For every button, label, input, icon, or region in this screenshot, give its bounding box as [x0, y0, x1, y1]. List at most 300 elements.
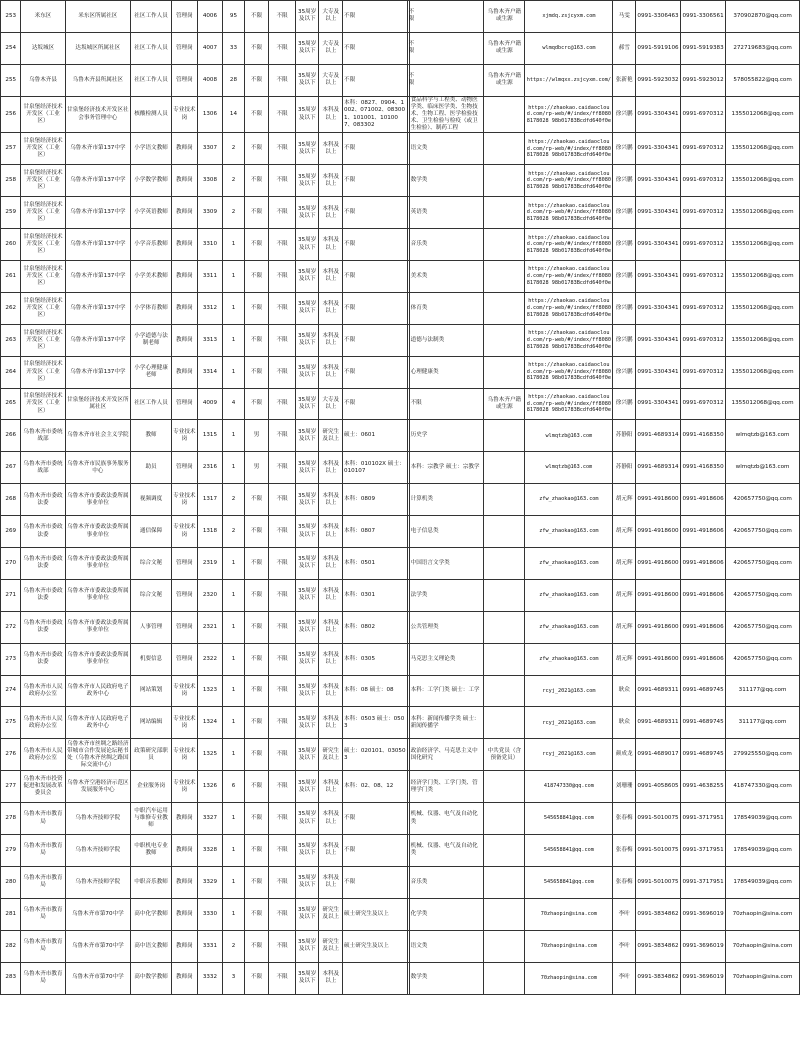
cell-registration-contact: 70zhaopin@sina.com: [525, 898, 613, 930]
cell-gender: 不限: [244, 771, 269, 803]
cell-gender: 不限: [244, 32, 269, 64]
cell-hiring-unit: 甘泉堡经济技术开发区所属社区: [65, 388, 131, 420]
cell-position-category: 专业技术岗: [172, 707, 198, 739]
cell-position-category: 教师岗: [172, 197, 198, 229]
cell-email: 578055822@qq.com: [726, 64, 800, 96]
cell-degree: 不限: [407, 1, 409, 33]
table-body: [1, 1, 800, 995]
cell-position-category: 教师岗: [172, 165, 198, 197]
cell-ethnicity: 不限: [269, 388, 296, 420]
cell-hiring-unit: 乌鲁木齐市第137中学: [65, 356, 131, 388]
cell-position-name: 核酸检测人员: [131, 96, 172, 133]
cell-fax: 0991-4689745: [681, 675, 726, 707]
cell-position-category: 教师岗: [172, 356, 198, 388]
cell-position-code: 3327: [197, 803, 223, 835]
cell-row-number: 262: [1, 292, 21, 324]
cell-ethnicity: 不限: [269, 452, 296, 484]
cell-other-conditions: 乌鲁木齐户籍或生源: [484, 388, 525, 420]
cell-position-code: 3307: [197, 133, 223, 165]
cell-age: 35周岁及以下: [295, 32, 319, 64]
cell-ethnicity: 不限: [269, 32, 296, 64]
cell-major-name: 本科：工学门类 硕士：工学: [409, 675, 484, 707]
cell-hiring-unit: 乌鲁木齐市第137中学: [65, 229, 131, 261]
cell-email: 70zhaopin@sina.com: [726, 930, 800, 962]
table-row: [1, 133, 800, 165]
cell-major-name: 机械、仪器、电气及自动化类: [409, 803, 484, 835]
cell-hiring-unit: 乌鲁木齐市第70中学: [65, 898, 131, 930]
cell-row-number: 274: [1, 675, 21, 707]
cell-position-category: 管理岗: [172, 643, 198, 675]
table-row: [1, 579, 800, 611]
cell-contact-person: 李叶: [613, 930, 636, 962]
cell-position-code: 3331: [197, 930, 223, 962]
cell-position-category: 管理岗: [172, 452, 198, 484]
cell-row-number: 257: [1, 133, 21, 165]
cell-headcount: 1: [223, 898, 245, 930]
cell-other-conditions: [484, 611, 525, 643]
cell-headcount: 1: [223, 229, 245, 261]
table-row: [1, 866, 800, 898]
cell-gender: 不限: [244, 898, 269, 930]
cell-row-number: 264: [1, 356, 21, 388]
cell-ethnicity: 不限: [269, 64, 296, 96]
cell-education: 本科及以上: [319, 707, 343, 739]
cell-headcount: 2: [223, 197, 245, 229]
cell-other-conditions: [484, 866, 525, 898]
cell-fax: 0991-4689745: [681, 739, 726, 771]
cell-position-name: 高中化学教师: [131, 898, 172, 930]
cell-hiring-unit: 米东区所属社区: [65, 1, 131, 33]
cell-gender: 男: [244, 420, 269, 452]
cell-headcount: 95: [223, 1, 245, 33]
cell-position-category: 教师岗: [172, 835, 198, 867]
cell-position-name: 网站编辑: [131, 707, 172, 739]
cell-contact-person: 胡元辉: [613, 484, 636, 516]
cell-fax: 0991-3696019: [681, 962, 726, 994]
cell-hiring-unit: 乌鲁木齐空港经济示范区发展服务中心: [65, 771, 131, 803]
cell-position-category: 教师岗: [172, 133, 198, 165]
cell-email: 1355012068@qq.com: [726, 133, 800, 165]
cell-age: 35周岁及以下: [295, 803, 319, 835]
cell-phone: 0991-4918600: [635, 579, 680, 611]
cell-registration-contact: zfw_zhaokao@163.com: [525, 516, 613, 548]
cell-hiring-unit: 乌鲁木齐市第137中学: [65, 165, 131, 197]
cell-major-name: 音乐类: [409, 229, 484, 261]
cell-department: 乌鲁木齐市委政法委: [21, 643, 65, 675]
cell-position-category: 专业技术岗: [172, 516, 198, 548]
cell-registration-contact: https://zhaokao.caidaocloud.com/rp-web/#/index/ff80808178028 98b01783Bcdfd640f0e: [525, 324, 613, 356]
cell-other-conditions: [484, 133, 525, 165]
cell-phone: 0991-3304341: [635, 388, 680, 420]
cell-position-code: 3328: [197, 835, 223, 867]
cell-age: 35周岁及以下: [295, 229, 319, 261]
cell-ethnicity: 不限: [269, 229, 296, 261]
cell-registration-contact: 545658841@qq.com: [525, 803, 613, 835]
cell-other-conditions: [484, 898, 525, 930]
cell-hiring-unit: 乌鲁木齐市委政法委所属事业单位: [65, 484, 131, 516]
cell-position-category: 专业技术岗: [172, 675, 198, 707]
cell-email: 1355012068@qq.com: [726, 96, 800, 133]
cell-email: 272719683@qq.com: [726, 32, 800, 64]
cell-major-code: 不限: [343, 292, 408, 324]
cell-email: 279925550@qq.com: [726, 739, 800, 771]
cell-gender: 不限: [244, 484, 269, 516]
cell-department: 乌鲁木齐市委统战部: [21, 420, 65, 452]
cell-education: 本科及以上: [319, 579, 343, 611]
cell-email: 1355012068@qq.com: [726, 292, 800, 324]
cell-other-conditions: [484, 675, 525, 707]
cell-gender: 不限: [244, 133, 269, 165]
cell-row-number: 282: [1, 930, 21, 962]
cell-age: 35周岁及以下: [295, 261, 319, 293]
cell-major-code: 硕士研究生及以上: [343, 898, 408, 930]
cell-gender: 不限: [244, 579, 269, 611]
cell-headcount: 1: [223, 611, 245, 643]
cell-phone: 0991-4689314: [635, 420, 680, 452]
cell-position-category: 教师岗: [172, 292, 198, 324]
cell-age: 35周岁及以下: [295, 420, 319, 452]
cell-education: 本科及以上: [319, 548, 343, 580]
cell-major-code: 硕士研究生及以上: [343, 930, 408, 962]
cell-major-code: 本科：0827、0904、1002、071002、083001、101001、101007、083302: [343, 96, 408, 133]
cell-major-name: 英语类: [409, 197, 484, 229]
cell-row-number: 273: [1, 643, 21, 675]
cell-ethnicity: 不限: [269, 324, 296, 356]
cell-education: 研究生及以上: [319, 739, 343, 771]
cell-position-code: 4007: [197, 32, 223, 64]
cell-age: 35周岁及以下: [295, 835, 319, 867]
cell-headcount: 1: [223, 643, 245, 675]
cell-major-code: 不限: [343, 866, 408, 898]
cell-headcount: 1: [223, 835, 245, 867]
cell-email: 311177@qq.com: [726, 707, 800, 739]
cell-gender: 不限: [244, 388, 269, 420]
cell-headcount: 1: [223, 803, 245, 835]
cell-contact-person: 张新艳: [613, 64, 636, 96]
cell-ethnicity: 不限: [269, 96, 296, 133]
cell-headcount: 4: [223, 388, 245, 420]
cell-fax: 0991-4918606: [681, 548, 726, 580]
cell-phone: 0991-3306463: [635, 1, 680, 33]
cell-major-code: 不限: [343, 835, 408, 867]
cell-fax: 0991-4638255: [681, 771, 726, 803]
cell-contact-person: 张春梅: [613, 866, 636, 898]
cell-major-name: 语文类: [409, 133, 484, 165]
cell-position-name: 政策研究部职员: [131, 739, 172, 771]
cell-fax: 0991-4918606: [681, 643, 726, 675]
cell-education: 本科及以上: [319, 229, 343, 261]
cell-other-conditions: [484, 579, 525, 611]
cell-position-name: 社区工作人员: [131, 64, 172, 96]
cell-major-code: 不限: [343, 324, 408, 356]
cell-major-name: 不限: [409, 388, 484, 420]
cell-major-name: [409, 32, 484, 64]
cell-other-conditions: [484, 803, 525, 835]
cell-degree: 不限: [407, 64, 409, 96]
cell-position-code: 1318: [197, 516, 223, 548]
table-row: [1, 324, 800, 356]
cell-education: 本科及以上: [319, 292, 343, 324]
cell-gender: 不限: [244, 930, 269, 962]
cell-gender: 不限: [244, 292, 269, 324]
cell-major-name: 政治经济学、马克思主义中国化研究: [409, 739, 484, 771]
cell-position-code: 3311: [197, 261, 223, 293]
cell-phone: 0991-5919106: [635, 32, 680, 64]
cell-fax: 0991-4918606: [681, 484, 726, 516]
cell-position-name: 小学体育教师: [131, 292, 172, 324]
cell-position-category: 管理岗: [172, 32, 198, 64]
cell-phone: 0991-3304341: [635, 324, 680, 356]
cell-email: 70zhaopin@sina.com: [726, 962, 800, 994]
cell-department: 甘泉堡经济技术开发区（工业区）: [21, 165, 65, 197]
cell-position-code: 2322: [197, 643, 223, 675]
cell-fax: 0991-6970312: [681, 356, 726, 388]
cell-fax: 0991-3717951: [681, 835, 726, 867]
table-row: [1, 229, 800, 261]
cell-major-code: 本科：0501: [343, 548, 408, 580]
cell-hiring-unit: 乌鲁木齐市第137中学: [65, 292, 131, 324]
cell-position-name: 网站策划: [131, 675, 172, 707]
cell-other-conditions: [484, 707, 525, 739]
table-row: [1, 898, 800, 930]
cell-fax: 0991-6970312: [681, 261, 726, 293]
cell-age: 35周岁及以下: [295, 611, 319, 643]
cell-position-code: 3332: [197, 962, 223, 994]
table-row: [1, 197, 800, 229]
cell-registration-contact: rcyj_2021@163.com: [525, 707, 613, 739]
cell-hiring-unit: 乌鲁木齐市委政法委所属事业单位: [65, 516, 131, 548]
cell-other-conditions: [484, 96, 525, 133]
cell-major-name: 美术类: [409, 261, 484, 293]
cell-department: 乌鲁木齐市委政法委: [21, 484, 65, 516]
cell-position-name: 高中语文教师: [131, 930, 172, 962]
cell-contact-person: 徐兴鹏: [613, 324, 636, 356]
cell-contact-person: 徐兴鹏: [613, 96, 636, 133]
table-row: [1, 292, 800, 324]
cell-department: 乌鲁木齐市投资促进和发展改革委员会: [21, 771, 65, 803]
cell-major-code: 不限: [343, 197, 408, 229]
cell-email: 420657750@qq.com: [726, 579, 800, 611]
cell-position-category: 教师岗: [172, 866, 198, 898]
cell-row-number: 270: [1, 548, 21, 580]
cell-position-name: 小学美术教师: [131, 261, 172, 293]
cell-position-code: 3310: [197, 229, 223, 261]
cell-contact-person: 徐兴鹏: [613, 388, 636, 420]
cell-position-name: 小学英语教师: [131, 197, 172, 229]
cell-phone: 0991-4058605: [635, 771, 680, 803]
cell-education: 本科及以上: [319, 261, 343, 293]
cell-registration-contact: wlmqdbcrc@163.com: [525, 32, 613, 64]
cell-position-name: 小学心理健康老师: [131, 356, 172, 388]
cell-fax: 0991-3306561: [681, 1, 726, 33]
cell-contact-person: 徐兴鹏: [613, 356, 636, 388]
table-row: [1, 484, 800, 516]
cell-position-code: 4009: [197, 388, 223, 420]
cell-position-name: 小学道德与法制老师: [131, 324, 172, 356]
cell-other-conditions: [484, 197, 525, 229]
cell-other-conditions: [484, 356, 525, 388]
cell-email: 178549039@qq.com: [726, 803, 800, 835]
cell-headcount: 1: [223, 356, 245, 388]
cell-ethnicity: 不限: [269, 165, 296, 197]
cell-major-code: 本科：0503 硕士：0503: [343, 707, 408, 739]
cell-headcount: 3: [223, 962, 245, 994]
cell-phone: 0991-3304341: [635, 292, 680, 324]
cell-phone: 0991-5010075: [635, 803, 680, 835]
cell-education: 本科及以上: [319, 96, 343, 133]
cell-hiring-unit: 乌鲁木齐市委政法委所属事业单位: [65, 643, 131, 675]
cell-other-conditions: [484, 324, 525, 356]
cell-headcount: 1: [223, 324, 245, 356]
cell-phone: 0991-4918600: [635, 484, 680, 516]
cell-fax: 0991-3717951: [681, 866, 726, 898]
cell-headcount: 6: [223, 771, 245, 803]
cell-position-code: 4006: [197, 1, 223, 33]
table-row: [1, 707, 800, 739]
cell-position-code: 1315: [197, 420, 223, 452]
cell-position-category: 教师岗: [172, 930, 198, 962]
cell-hiring-unit: 乌鲁木齐县所属社区: [65, 64, 131, 96]
cell-position-name: 社区工作人员: [131, 32, 172, 64]
cell-gender: 不限: [244, 324, 269, 356]
cell-department: 甘泉堡经济技术开发区（工业区）: [21, 292, 65, 324]
cell-email: 420657750@qq.com: [726, 643, 800, 675]
cell-age: 35周岁及以下: [295, 197, 319, 229]
cell-registration-contact: https://wlmqxx.zsjcyxm.com/: [525, 64, 613, 96]
cell-age: 35周岁及以下: [295, 516, 319, 548]
cell-major-code: 不限: [343, 356, 408, 388]
cell-ethnicity: 不限: [269, 548, 296, 580]
cell-department: 乌鲁木齐市教育局: [21, 803, 65, 835]
cell-major-code: 不限: [343, 1, 408, 33]
cell-registration-contact: xjmdq.zsjcyxm.com: [525, 1, 613, 33]
cell-ethnicity: 不限: [269, 356, 296, 388]
cell-position-name: 综合文秘: [131, 548, 172, 580]
cell-hiring-unit: 甘泉堡经济技术开发区社会事务管理中心: [65, 96, 131, 133]
cell-major-code: 不限: [343, 803, 408, 835]
cell-major-name: 体育类: [409, 292, 484, 324]
table-row: [1, 96, 800, 133]
cell-gender: 不限: [244, 643, 269, 675]
cell-registration-contact: https://zhaokao.caidaocloud.com/rp-web/#/index/ff80808178028 98b01783Bcdfd640f0e: [525, 133, 613, 165]
cell-headcount: 1: [223, 866, 245, 898]
table-row: [1, 643, 800, 675]
cell-major-name: 语文类: [409, 930, 484, 962]
cell-department: 乌鲁木齐市教育局: [21, 835, 65, 867]
cell-age: 35周岁及以下: [295, 292, 319, 324]
cell-email: 1355012068@qq.com: [726, 356, 800, 388]
cell-other-conditions: [484, 643, 525, 675]
cell-age: 35周岁及以下: [295, 643, 319, 675]
cell-major-name: 数学类: [409, 962, 484, 994]
table-row: [1, 930, 800, 962]
cell-contact-person: 李叶: [613, 898, 636, 930]
cell-contact-person: 胡元辉: [613, 611, 636, 643]
cell-email: 1355012068@qq.com: [726, 261, 800, 293]
cell-row-number: 256: [1, 96, 21, 133]
cell-hiring-unit: 乌鲁木齐技师学院: [65, 866, 131, 898]
cell-education: 本科及以上: [319, 356, 343, 388]
cell-registration-contact: https://zhaokao.caidaocloud.com/rp-web/#/index/ff80808178028 98b01783Bcdfd640f0e: [525, 388, 613, 420]
cell-contact-person: 刘珊珊: [613, 771, 636, 803]
cell-major-code: 本科：0809: [343, 484, 408, 516]
cell-major-code: 本科：0305: [343, 643, 408, 675]
table-row: [1, 420, 800, 452]
cell-contact-person: 徐兴鹏: [613, 292, 636, 324]
cell-contact-person: 徐兴鹏: [613, 261, 636, 293]
table-row: [1, 261, 800, 293]
cell-other-conditions: [484, 516, 525, 548]
cell-headcount: 1: [223, 292, 245, 324]
cell-contact-person: 徐兴鹏: [613, 165, 636, 197]
cell-position-name: 综合文秘: [131, 579, 172, 611]
cell-fax: 0991-6970312: [681, 133, 726, 165]
cell-position-category: 专业技术岗: [172, 771, 198, 803]
cell-education: 大专及以上: [319, 64, 343, 96]
cell-ethnicity: 不限: [269, 579, 296, 611]
cell-headcount: 1: [223, 739, 245, 771]
cell-education: 本科及以上: [319, 866, 343, 898]
cell-fax: 0991-4168350: [681, 452, 726, 484]
cell-position-category: 教师岗: [172, 962, 198, 994]
table-row: [1, 803, 800, 835]
cell-email: 1355012068@qq.com: [726, 388, 800, 420]
table-row: [1, 165, 800, 197]
cell-age: 35周岁及以下: [295, 707, 319, 739]
cell-gender: 不限: [244, 803, 269, 835]
cell-contact-person: 徐兴鹏: [613, 229, 636, 261]
cell-row-number: 283: [1, 962, 21, 994]
cell-other-conditions: [484, 835, 525, 867]
cell-major-name: 历史学: [409, 420, 484, 452]
cell-hiring-unit: 乌鲁木齐技师学院: [65, 835, 131, 867]
cell-hiring-unit: 乌鲁木齐市第137中学: [65, 261, 131, 293]
cell-headcount: 2: [223, 133, 245, 165]
cell-row-number: 278: [1, 803, 21, 835]
cell-position-name: 中职机电专业教师: [131, 835, 172, 867]
cell-row-number: 268: [1, 484, 21, 516]
cell-department: 乌鲁木齐市委统战部: [21, 452, 65, 484]
cell-registration-contact: https://zhaokao.caidaocloud.com/rp-web/#/index/ff80808178028 98b01783Bcdfd640f0e: [525, 229, 613, 261]
cell-major-code: 本科：0807: [343, 516, 408, 548]
cell-email: 70zhaopin@sina.com: [726, 898, 800, 930]
cell-education: 本科及以上: [319, 516, 343, 548]
cell-email: 370902870@qq.com: [726, 1, 800, 33]
cell-age: 35周岁及以下: [295, 898, 319, 930]
cell-row-number: 260: [1, 229, 21, 261]
cell-registration-contact: zfw_zhaokao@163.com: [525, 579, 613, 611]
cell-phone: 0991-5010075: [635, 835, 680, 867]
cell-major-code: 本科：0301: [343, 579, 408, 611]
cell-contact-person: 胡元辉: [613, 516, 636, 548]
cell-age: 35周岁及以下: [295, 548, 319, 580]
cell-email: 418747330@qq.com: [726, 771, 800, 803]
cell-age: 35周岁及以下: [295, 388, 319, 420]
cell-fax: 0991-5923012: [681, 64, 726, 96]
cell-department: 甘泉堡经济技术开发区（工业区）: [21, 356, 65, 388]
cell-contact-person: 郝雪: [613, 32, 636, 64]
cell-education: 本科及以上: [319, 324, 343, 356]
cell-registration-contact: 70zhaopin@sina.com: [525, 962, 613, 994]
cell-major-name: 本科：新闻传播学类 硕士：新闻传播学: [409, 707, 484, 739]
cell-registration-contact: https://zhaokao.caidaocloud.com/rp-web/#/index/ff80808178028 98b01783Bcdfd640f0e: [525, 165, 613, 197]
cell-email: 1355012068@qq.com: [726, 229, 800, 261]
cell-education: 本科及以上: [319, 771, 343, 803]
cell-position-category: 管理岗: [172, 1, 198, 33]
cell-department: 乌鲁木齐市委政法委: [21, 611, 65, 643]
cell-other-conditions: [484, 930, 525, 962]
cell-position-category: 教师岗: [172, 898, 198, 930]
